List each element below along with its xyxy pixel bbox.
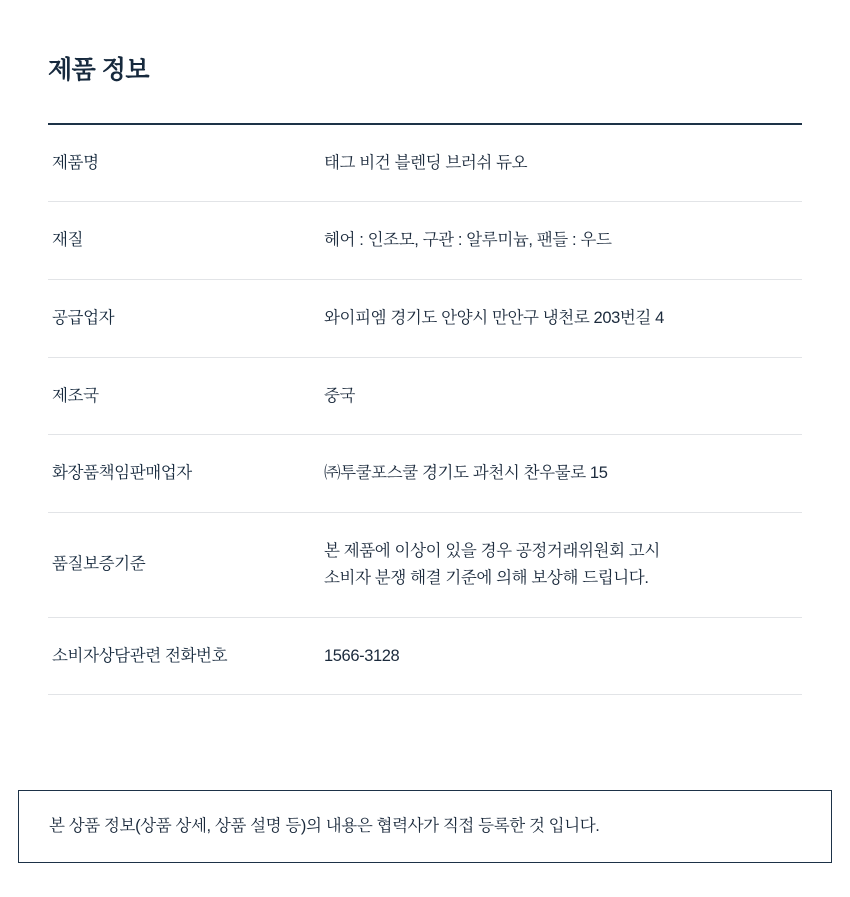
spec-label-country-of-manufacture: 제조국 [52,386,99,405]
spec-value-product-name [324,125,802,202]
spec-label-material: 재질 [52,231,84,250]
spec-label-product-name: 제품명 [52,153,99,172]
spec-value-line: 소비자 분쟁 해결 기준에 의해 보상해 드립니다. [324,568,649,587]
table-row [48,279,802,357]
page-title: 제품 정보 [48,56,150,84]
spec-label-quality-warranty: 품질보증기준 [52,555,146,574]
spec-value-material [324,202,802,280]
spec-value-supplier [324,279,802,357]
table-row [48,202,802,280]
spec-value-line: 헤어 : 인조모, 구관 : 알루미늄, 팬들 : 우드 [324,231,612,250]
table-row [48,617,802,695]
spec-value-line: ㈜투쿨포스쿨 경기도 과천시 찬우물로 15 [324,464,608,483]
spec-value-line: 태그 비건 블렌딩 브러쉬 듀오 [324,153,528,172]
table-row [48,513,802,617]
spec-value-responsible-seller [324,435,802,513]
table-row [48,357,802,435]
table-row [48,125,802,202]
spec-label-responsible-seller: 화장품책임판매업자 [52,464,192,483]
spec-value-customer-service-phone [324,617,802,695]
spec-label-customer-service-phone: 소비자상담관련 전화번호 [52,646,228,665]
product-spec-body [48,125,802,695]
seller-registered-notice: 본 상품 정보(상품 상세, 상품 설명 등)의 내용은 협력사가 직접 등록한 것 입니다. [18,790,832,863]
product-spec-table [48,125,802,696]
spec-value-line: 1566-3128 [324,646,400,665]
spec-value-quality-warranty [324,513,802,617]
spec-value-line: 와이피엠 경기도 안양시 만안구 냉천로 203번길 4 [324,308,664,327]
spec-value-country-of-manufacture [324,357,802,435]
spec-label-supplier: 공급업자 [52,308,115,327]
spec-value-line: 본 제품에 이상이 있을 경우 공정거래위원회 고시 [324,542,660,561]
table-row [48,435,802,513]
spec-value-line: 중국 [324,386,356,405]
